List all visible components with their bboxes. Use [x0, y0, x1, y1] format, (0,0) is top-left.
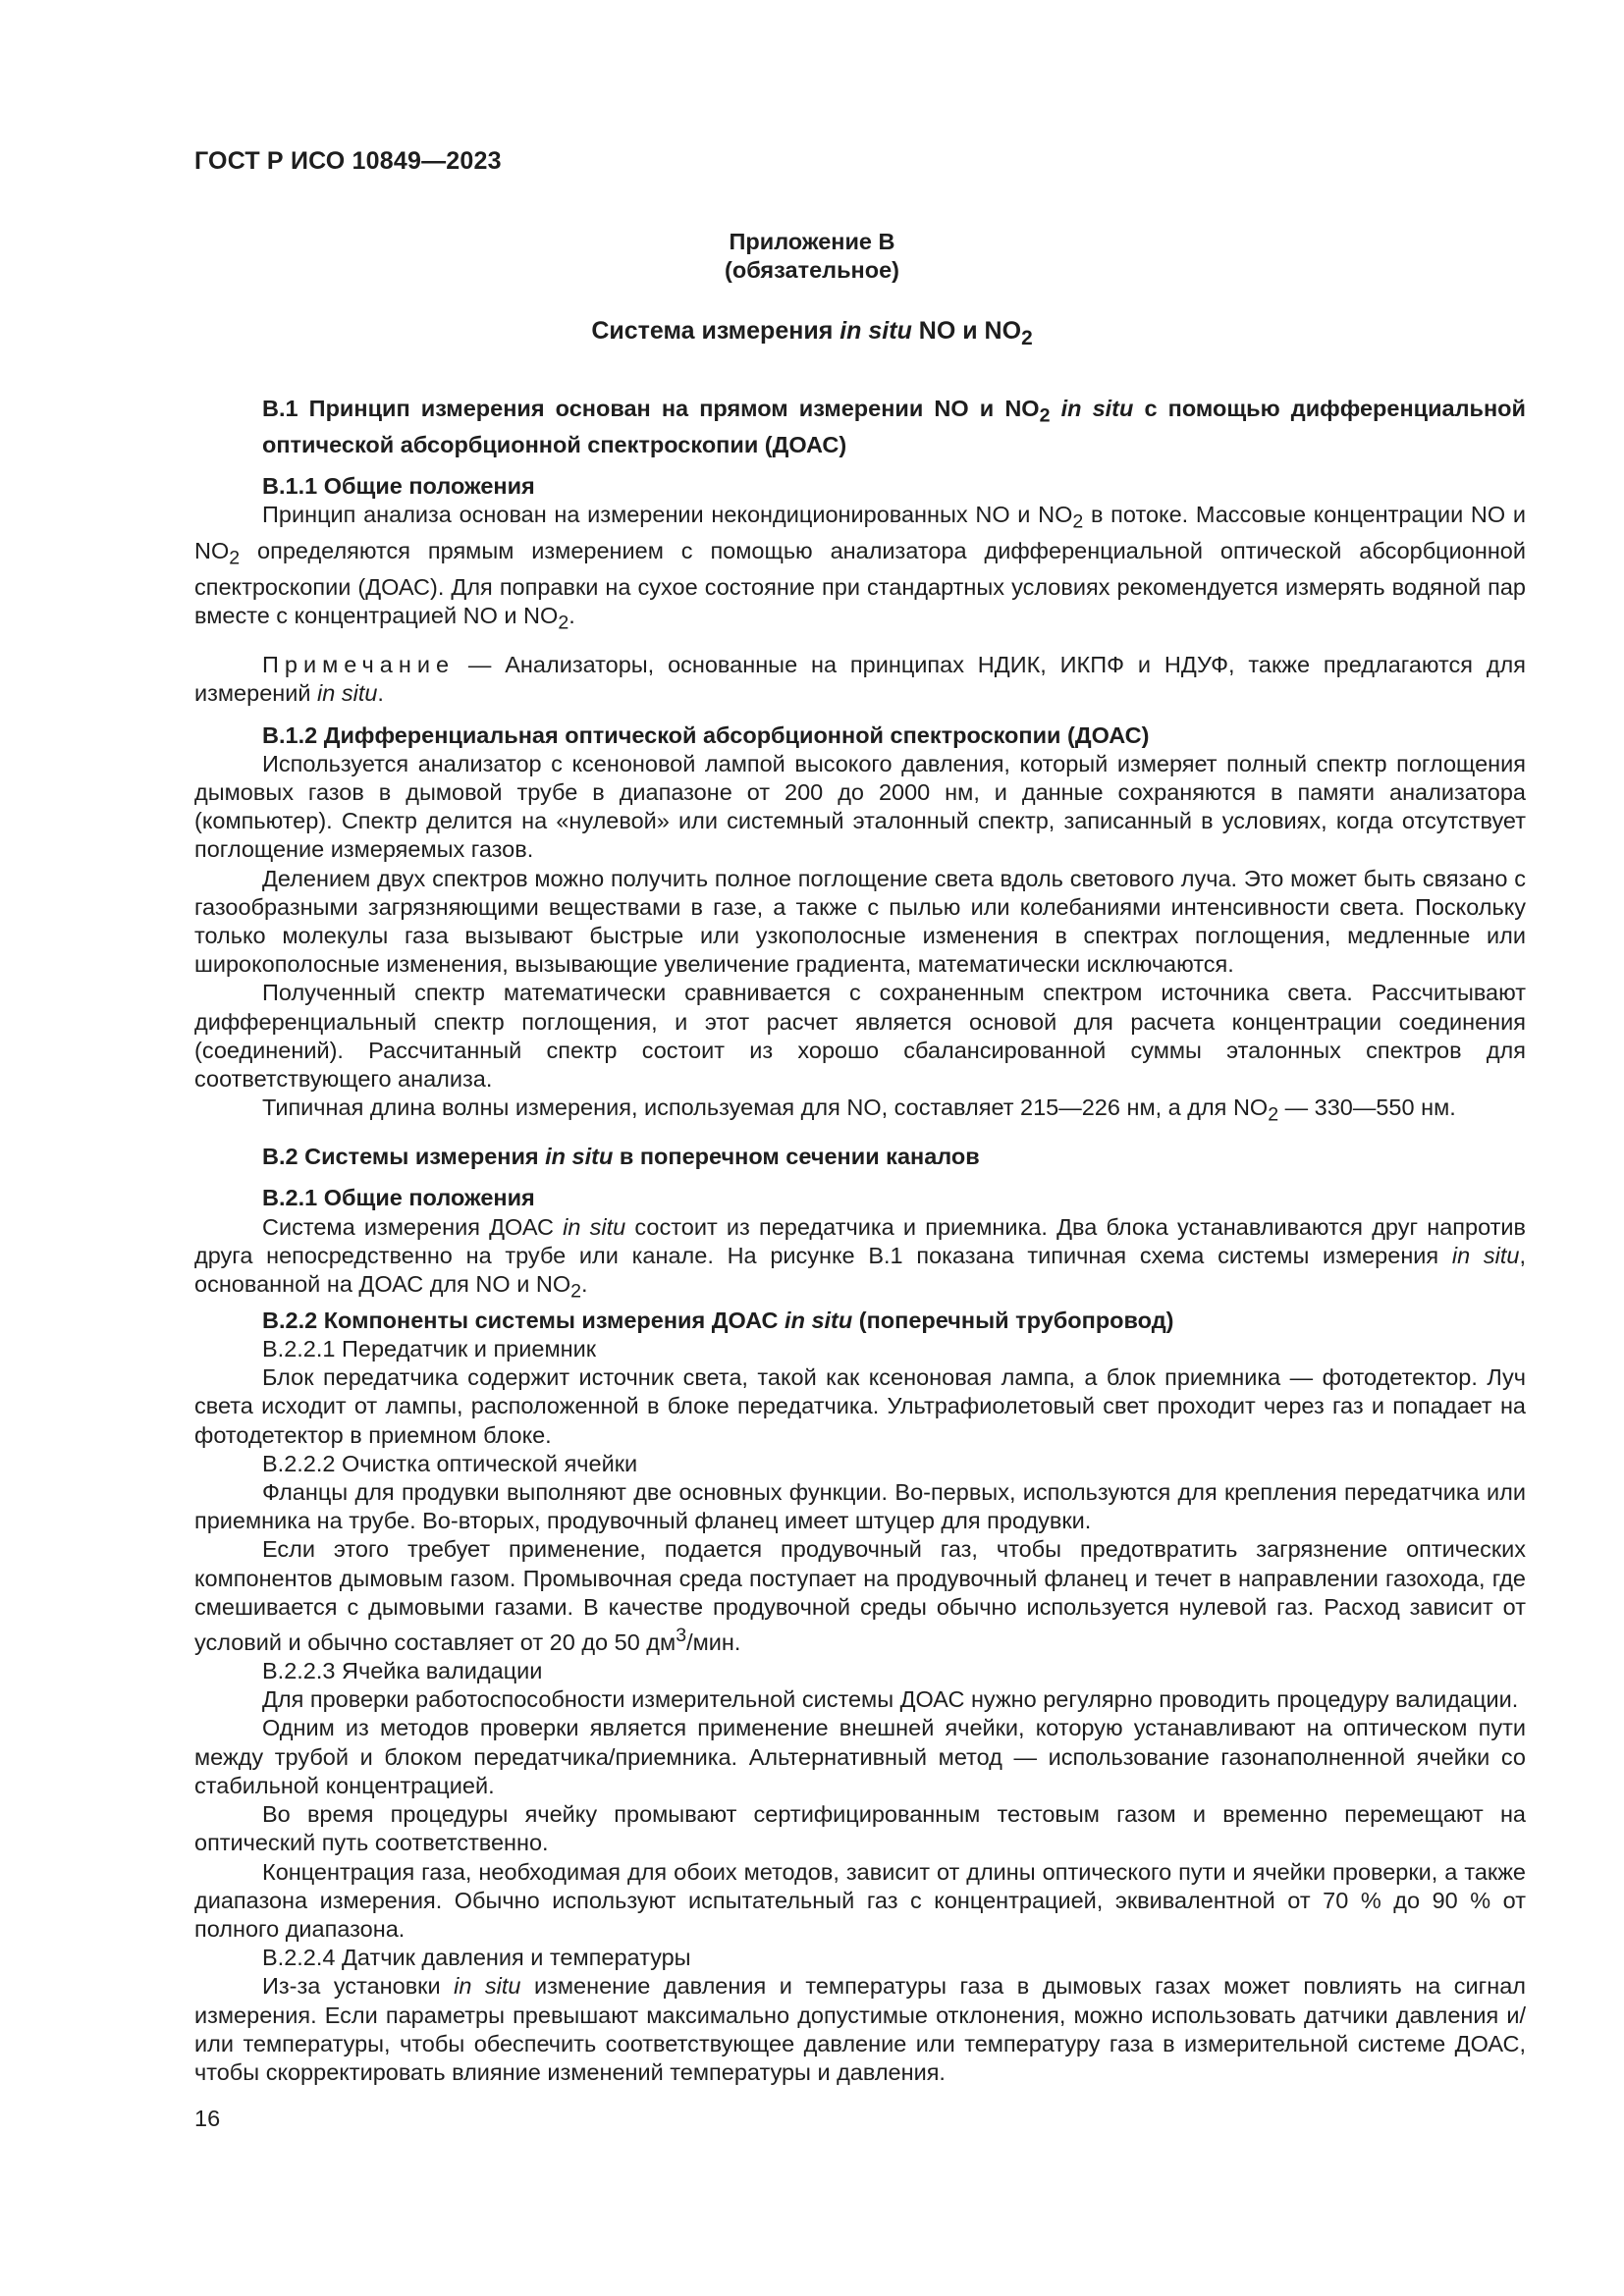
- text-run: Система измерения ДОАС: [262, 1213, 564, 1240]
- heading-italic: in situ: [785, 1307, 853, 1333]
- heading-text: в поперечном сечении каналов: [613, 1144, 980, 1170]
- subscript: 2: [558, 612, 569, 634]
- section-heading-b22: [194, 1307, 1526, 1335]
- text-run: Типичная длина волны измерения, используемая для NO, составляет 215—226 нм, а для NO: [262, 1095, 1269, 1121]
- text-run: определяются прямым измерением с помощью анализатора дифференциальной оптической абсорбционной спектроскопии (ДОАС). Для поправки на сухое состояние при стандартных условиях рекомендуется измерять водяной пар вместе с концентрацией NO и NO: [194, 538, 1526, 629]
- text-run: в потоке. Массовые концентрации NO и NO: [194, 502, 1526, 564]
- paragraph: Полученный спектр математически сравнивается с сохраненным спектром источника света. Рассчитывают дифференциальный спектр поглощения, и этот расчет является основой для расчета концентрации соединения (соединений). Рассчитанный спектр состоит из хорошо сбалансированной суммы эталонных спектров для соответствующего анализа.: [194, 980, 1526, 1093]
- heading-italic: in situ: [1050, 396, 1134, 421]
- heading-italic: in situ: [545, 1144, 614, 1170]
- paragraph: [194, 1535, 1526, 1657]
- paragraph: Блок передатчика содержит источник света, такой как ксеноновая лампа, а блок приемника — фотодетектор. Луч света исходит от лампы, расположенной в блоке передатчика. Ультрафиолетовый свет проходит через газ и попадает на фотодетектор в приемном блоке.: [194, 1364, 1526, 1448]
- italic-run: in situ: [563, 1213, 626, 1240]
- subscript: 2: [1021, 327, 1033, 349]
- note-label: Примечание: [262, 652, 456, 678]
- subsection-heading-b222: В.2.2.2 Очистка оптической ячейки: [262, 1450, 638, 1476]
- subsection-heading-b221: В.2.2.1 Передатчик и приемник: [262, 1336, 596, 1362]
- document-body: [194, 395, 1526, 2087]
- italic-run: in situ: [1451, 1242, 1520, 1268]
- subscript: 2: [1072, 510, 1084, 533]
- section-heading-b12: В.1.2 Дифференциальная оптической абсорбционной спектроскопии (ДОАС): [262, 721, 1150, 748]
- heading-text: (поперечный трубопровод): [852, 1307, 1174, 1333]
- section-heading-b21: В.2.1 Общие положения: [262, 1185, 535, 1211]
- annex-label: Приложение В: [729, 229, 895, 254]
- italic-run: in situ: [317, 680, 378, 707]
- text-run: состоит из передатчика и приемника. Два блока устанавливаются друг напротив друга непосредственно на трубе или канале. На рисунке В.1 показана типичная схема системы измерения: [194, 1213, 1527, 1268]
- paragraph: Используется анализатор с ксеноновой лампой высокого давления, который измеряет полный спектр поглощения дымовых газов в дымовой трубе в диапазоне от 200 до 2000 нм, и данные сохраняются в памяти анализатора (компьютер). Спектр делится на «нулевой» или системный эталонный спектр, записанный в условиях, когда отсутствует поглощение измеряемых газов.: [194, 750, 1526, 863]
- heading-text: В.2 Системы измерения: [262, 1144, 546, 1170]
- subsection-heading-b223: В.2.2.3 Ячейка валидации: [262, 1658, 543, 1684]
- subscript: 2: [570, 1280, 582, 1303]
- superscript: 3: [676, 1625, 687, 1647]
- note-paragraph: [194, 651, 1526, 708]
- paragraph: Концентрация газа, необходимая для обоих методов, зависит от длины оптического пути и ячейки проверки, а также диапазона измерения. Обычно используют испытательный газ с концентрацией, эквивалентной от 70 % до 90 % от полного диапазона.: [194, 1858, 1526, 1942]
- annex-title-italic: in situ: [839, 317, 912, 345]
- text-run: .: [377, 680, 384, 707]
- paragraph: Фланцы для продувки выполняют две основных функции. Во-первых, используются для крепления передатчика или приемника на трубе. Во-вторых, продувочный фланец имеет штуцер для продувки.: [194, 1479, 1526, 1534]
- text-run: Из-за установки: [262, 1973, 455, 2000]
- paragraph: [194, 501, 1526, 638]
- subscript: 2: [1268, 1103, 1279, 1126]
- annex-title: [0, 317, 1624, 350]
- heading-text: В.2.2 Компоненты системы измерения ДОАС: [262, 1307, 785, 1333]
- subsection-heading-b224: В.2.2.4 Датчик давления и температуры: [262, 1945, 691, 1971]
- paragraph: Для проверки работоспособности измерительной системы ДОАС нужно регулярно проводить процедуру валидации.: [262, 1686, 1519, 1713]
- text-run: — 330—550 нм.: [1278, 1095, 1456, 1121]
- heading-text: В.1 Принцип измерения основан на прямом измерении NO и NO: [262, 396, 1040, 421]
- paragraph: Делением двух спектров можно получить полное поглощение света вдоль светового луча. Это может быть связано с газообразными загрязняющими веществами в газе, а также с пылью или колебаниями интенсивности света. Поскольку только молекулы газа вызывают быстрые или узкополосные изменения в спектрах поглощения, медленные или широкополосные изменения, вызывающие увеличение градиента, математически исключаются.: [194, 865, 1526, 978]
- text-run: .: [581, 1270, 588, 1297]
- text-run: .: [568, 603, 575, 629]
- section-heading-b1: [194, 395, 1526, 459]
- text-run: , основанной на ДОАС для NO и NO: [194, 1242, 1527, 1297]
- subscript: 2: [229, 547, 241, 569]
- heading-text: с помощью дифференциальной оптической абсорбционной спектроскопии (ДОАС): [262, 396, 1526, 457]
- section-heading-b11: В.1.1 Общие положения: [262, 473, 535, 500]
- annex-title-part: Система измерения: [591, 317, 840, 345]
- text-run: Принцип анализа основан на измерении некондиционированных NO и NO: [262, 502, 1073, 528]
- text-run: Если этого требует применение, подается продувочный газ, чтобы предотвратить загрязнение оптических компонентов дымовым газом. Промывочная среда поступает на продувочный фланец и течет в направлении газохода, где смешивается с дымовыми газами. В качестве продувочной среды обычно используется нулевой газ. Расход зависит от условий и обычно составляет от 20 до 50 дм: [194, 1536, 1526, 1655]
- paragraph: [194, 1094, 1526, 1130]
- page-number: 16: [194, 2106, 221, 2131]
- text-run: изменение давления и температуры газа в дымовых газах может повлиять на сигнал измерения. Если параметры превышают максимально допустимые отклонения, можно использовать датчики давления и/или температуры, чтобы обеспечить соответствующее давление или температуру газа в измерительной системе ДОАС, чтобы скорректировать влияние изменений температуры и давления.: [194, 1973, 1526, 2085]
- annex-title-part: NO и NO: [911, 317, 1022, 345]
- paragraph: [194, 1213, 1526, 1307]
- italic-run: in situ: [454, 1973, 521, 2000]
- text-run: /мин.: [686, 1629, 741, 1655]
- subscript: 2: [1039, 404, 1051, 427]
- text-run: — Анализаторы, основанные на принципах НДИК, ИКПФ и НДУФ, также предлагаются для измерений: [194, 652, 1526, 707]
- paragraph: Во время процедуры ячейку промывают сертифицированным тестовым газом и временно перемещают на оптический путь соответственно.: [194, 1801, 1526, 1856]
- annex-status: (обязательное): [725, 257, 899, 283]
- section-heading-b2: [194, 1143, 1526, 1171]
- document-header: ГОСТ Р ИСО 10849—2023: [194, 147, 502, 175]
- paragraph: Одним из методов проверки является применение внешней ячейки, которую устанавливают на оптическом пути между трубой и блоком передатчика/приемника. Альтернативный метод — использование газонаполненной ячейки со стабильной концентрацией.: [194, 1715, 1526, 1798]
- annex-heading: [0, 228, 1624, 285]
- paragraph: [194, 1972, 1526, 2087]
